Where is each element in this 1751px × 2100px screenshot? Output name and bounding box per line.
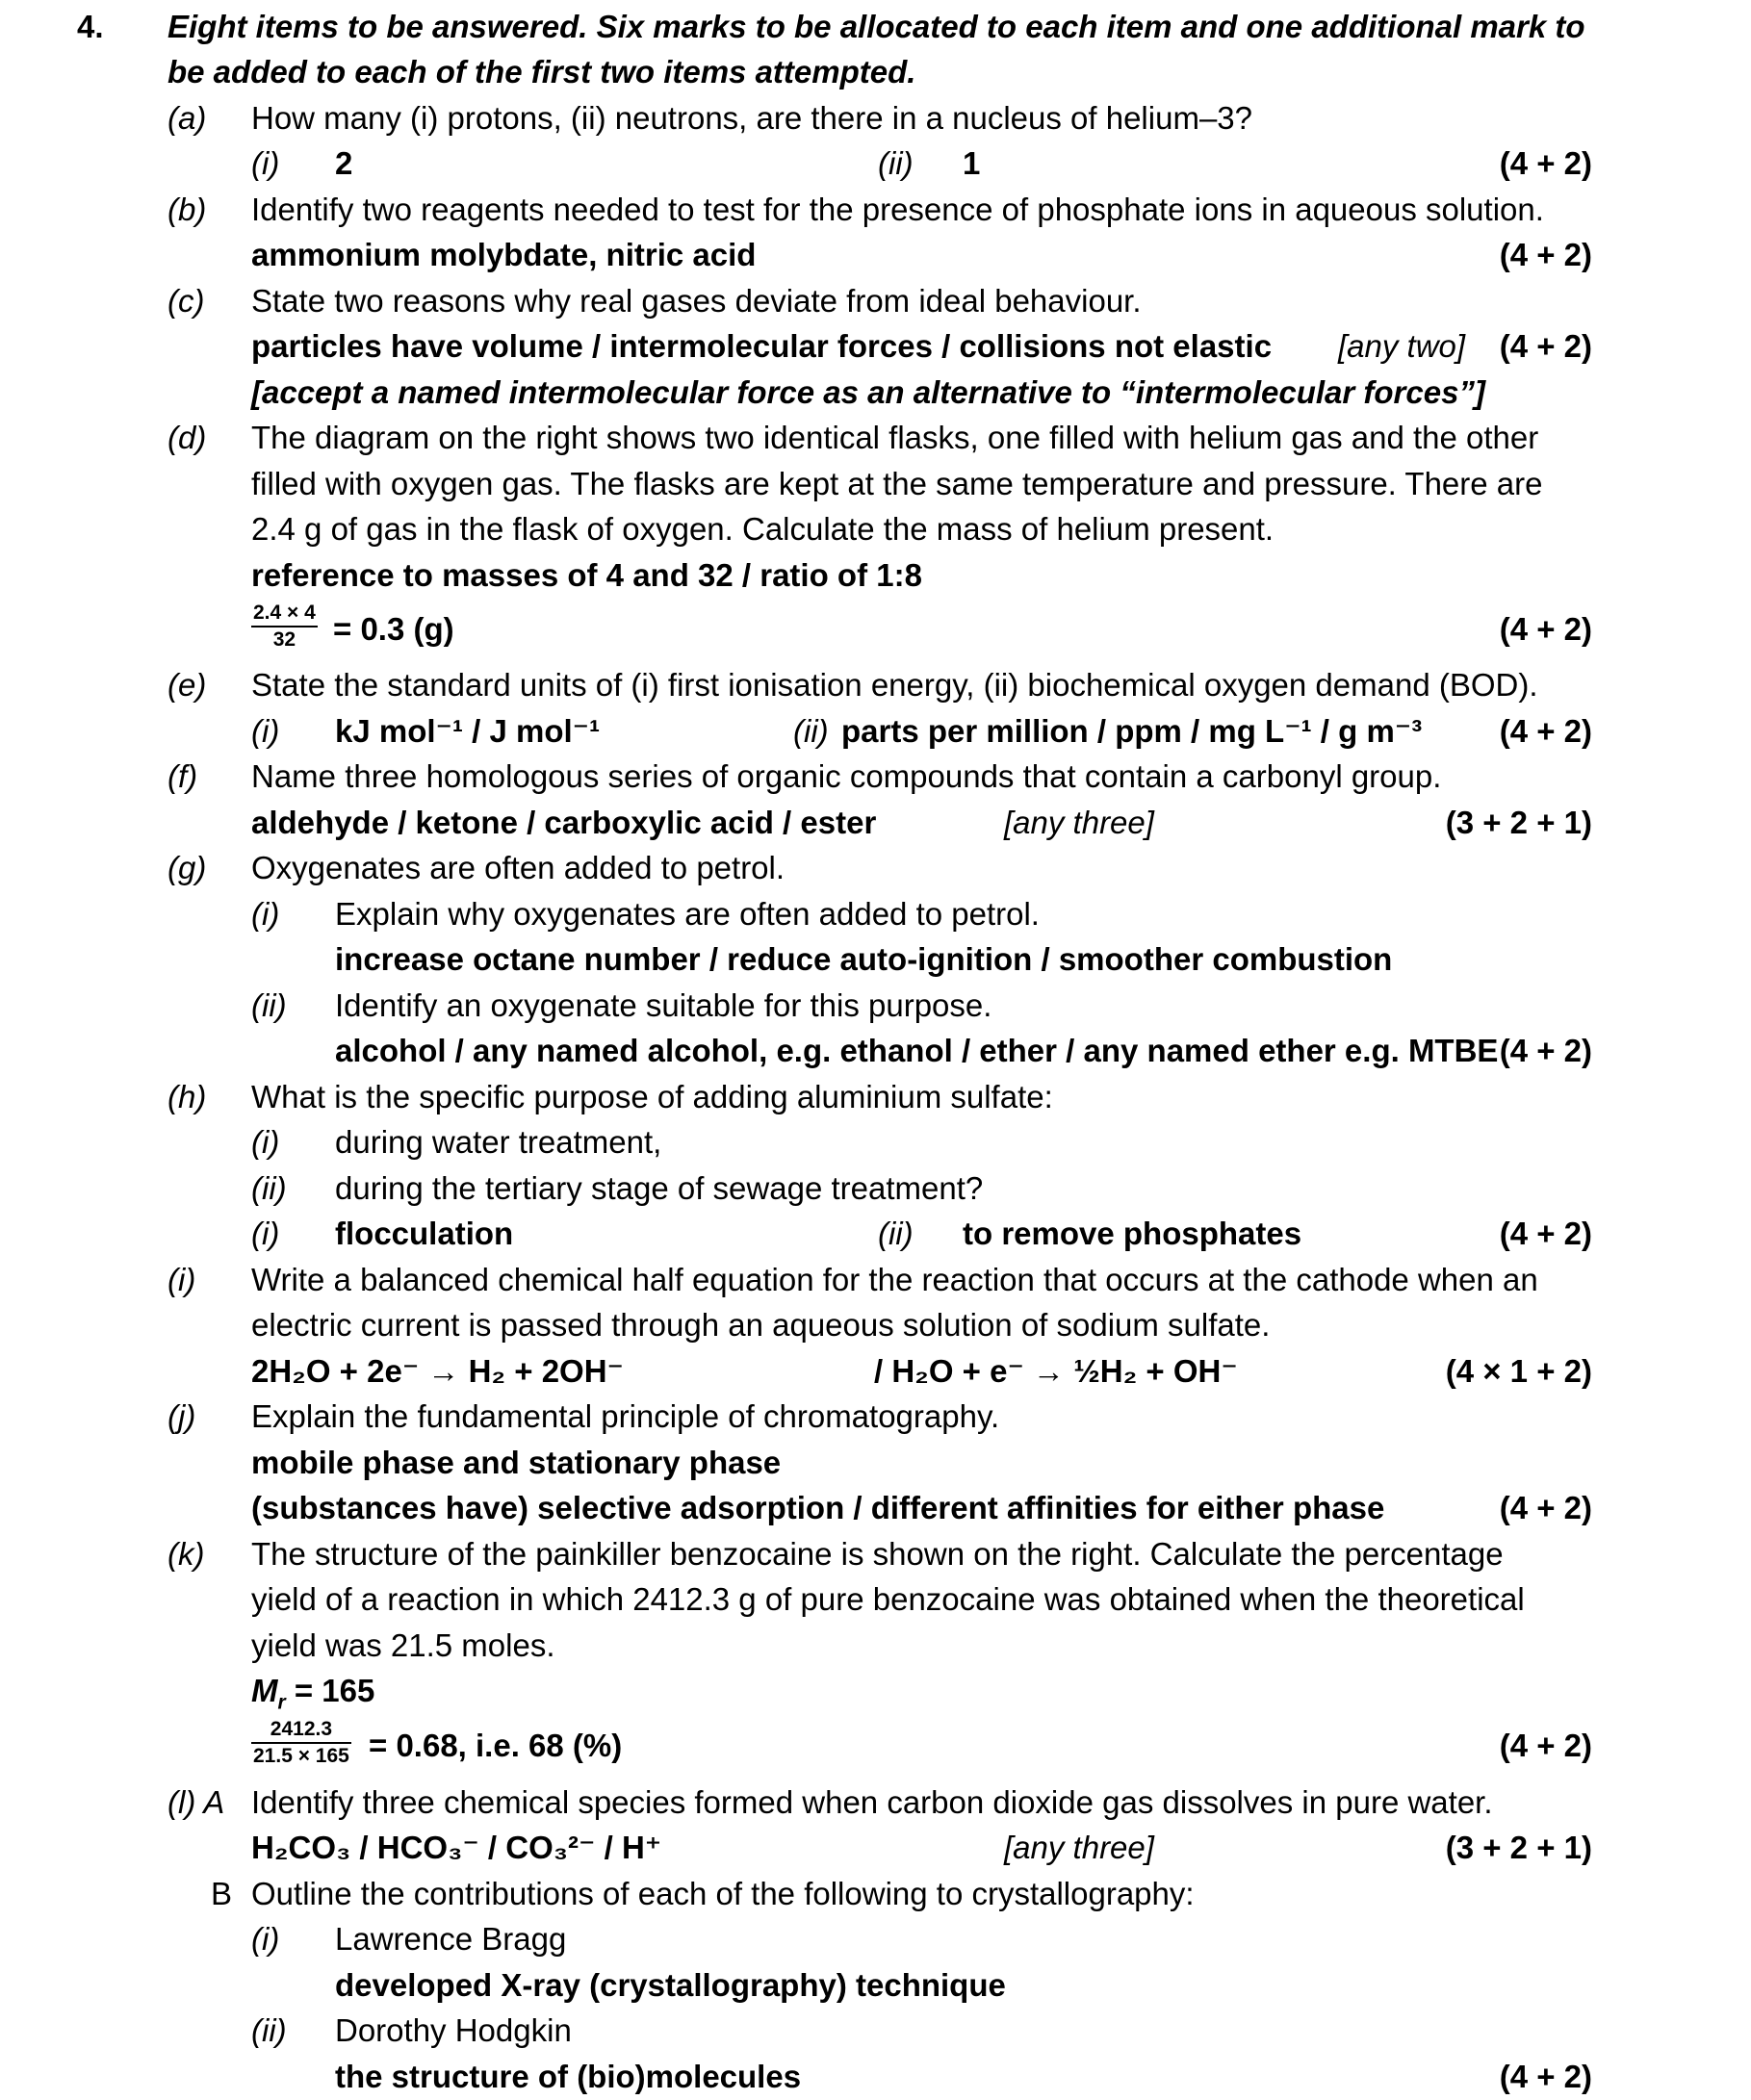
item-label: (h): [167, 1079, 207, 1114]
item-label: (c): [167, 283, 205, 319]
item-g-ii-answer: [0, 1028, 1751, 1074]
answer-text: the structure of (bio)molecules: [335, 2059, 802, 2094]
question-text: State the standard units of (i) first ionisation energy, (ii) biochemical oxygen demand (BOD).: [251, 667, 1538, 703]
sub-label: (ii): [878, 1216, 914, 1251]
answer-text: kJ mol⁻¹ / J mol⁻¹: [335, 713, 601, 749]
item-label: (l) A: [167, 1784, 225, 1820]
sub-label: (i): [251, 713, 280, 749]
item-label: B: [211, 1876, 233, 1911]
item-label: (d): [167, 420, 207, 455]
question-text: How many (i) protons, (ii) neutrons, are there in a nucleus of helium–3?: [251, 100, 1252, 136]
question-text: The structure of the painkiller benzocaine is shown on the right. Calculate the percentage: [251, 1536, 1504, 1572]
item-k-question-3: [0, 1623, 1751, 1669]
answer-text: particles have volume / intermolecular forces / collisions not elastic: [251, 328, 1273, 364]
item-h-question: [0, 1074, 1751, 1120]
item-a-question: [0, 95, 1751, 141]
question-text: yield was 21.5 moles.: [251, 1627, 555, 1663]
item-d-question-3: [0, 506, 1751, 552]
item-f-answer: [0, 800, 1751, 846]
question-text: during the tertiary stage of sewage treatment?: [335, 1170, 984, 1206]
sub-label: (ii): [251, 987, 287, 1023]
answer-text: (substances have) selective adsorption / different affinities for either phase: [251, 1490, 1385, 1525]
answer-text: 2: [335, 145, 353, 181]
answer-text: reference to masses of 4 and 32 / ratio of 1:8: [251, 557, 922, 593]
item-label: (a): [167, 100, 207, 136]
marks: (4 + 2): [1499, 1216, 1592, 1251]
fraction-numerator: 2.4 × 4: [251, 601, 318, 627]
item-k-question: [0, 1531, 1751, 1577]
sub-label: (ii): [251, 2012, 287, 2048]
question-text: Explain why oxygenates are often added to petrol.: [335, 896, 1040, 932]
scientist-name: Dorothy Hodgkin: [335, 2012, 572, 2048]
mr-value: = 165: [285, 1673, 375, 1708]
item-l-b-i-answer: [0, 1962, 1751, 2009]
scientist-name: Lawrence Bragg: [335, 1921, 567, 1957]
marks: (4 + 2): [1499, 2059, 1592, 2094]
item-l-b-ii-answer: [0, 2054, 1751, 2100]
item-c-answer: [0, 323, 1751, 370]
answer-text: increase octane number / reduce auto-ignition / smoother combustion: [335, 941, 1393, 977]
marks: (4 + 2): [1499, 611, 1592, 647]
answer-text: alcohol / any named alcohol, e.g. ethanol / ether / any named ether e.g. MTBE: [335, 1033, 1499, 1068]
item-d-question-2: [0, 461, 1751, 507]
item-j-answer-1: [0, 1440, 1751, 1486]
sub-label: (i): [251, 1124, 280, 1160]
marks: (4 + 2): [1499, 1033, 1592, 1068]
item-label: (b): [167, 192, 207, 227]
question-text: Write a balanced chemical half equation for the reaction that occurs at the cathode when an: [251, 1262, 1538, 1297]
item-label: (g): [167, 850, 207, 885]
item-label: (f): [167, 758, 198, 794]
question-text: during water treatment,: [335, 1124, 662, 1160]
item-g-question: [0, 845, 1751, 891]
marks: (4 + 2): [1499, 1728, 1592, 1763]
answer-text: developed X-ray (crystallography) technique: [335, 1967, 1006, 2003]
fraction-denominator: 21.5 × 165: [253, 1745, 349, 1767]
item-e-question: [0, 662, 1751, 708]
item-h-i-question: [0, 1119, 1751, 1165]
item-i-question-2: [0, 1302, 1751, 1348]
mr-symbol: M: [251, 1673, 278, 1708]
item-l-b-ii: [0, 2008, 1751, 2054]
answer-text: H₂CO₃ / HCO₃⁻ / CO₃²⁻ / H⁺: [251, 1830, 662, 1865]
question-text: Oxygenates are often added to petrol.: [251, 850, 785, 885]
mr-subscript: r: [277, 1691, 286, 1714]
answer-text: 1: [963, 145, 981, 181]
marks: (4 + 2): [1499, 145, 1592, 181]
instruction-text: Eight items to be answered. Six marks to be allocated to each item and one additional mark to: [167, 9, 1585, 44]
item-d-question: [0, 415, 1751, 461]
answer-text: aldehyde / ketone / carboxylic acid / ester: [251, 805, 877, 840]
marks: (4 + 2): [1499, 328, 1592, 364]
equation-alternative: / H₂O + e⁻ → ½H₂ + OH⁻: [874, 1353, 1238, 1389]
question-text: Identify three chemical species formed when carbon dioxide gas dissolves in pure water.: [251, 1784, 1493, 1820]
question-text: yield of a reaction in which 2412.3 g of pure benzocaine was obtained when the theoretical: [251, 1581, 1525, 1617]
sub-label: (i): [251, 145, 280, 181]
question-text: Identify an oxygenate suitable for this purpose.: [335, 987, 992, 1023]
answer-text: ammonium molybdate, nitric acid: [251, 237, 757, 272]
marks: (3 + 2 + 1): [1445, 805, 1592, 840]
item-b-answer: [0, 232, 1751, 278]
question-text: Outline the contributions of each of the following to crystallography:: [251, 1876, 1195, 1911]
question-header-line-2: [0, 49, 1751, 95]
question-text: electric current is passed through an aqueous solution of sodium sulfate.: [251, 1307, 1271, 1343]
marks: (4 + 2): [1499, 237, 1592, 272]
item-l-a-answer: [0, 1825, 1751, 1871]
item-f-question: [0, 754, 1751, 800]
item-g-i-answer: [0, 936, 1751, 983]
sub-label: (ii): [878, 145, 914, 181]
item-d-calculation: [0, 601, 1751, 668]
answer-text: parts per million / ppm / mg L⁻¹ / g m⁻³: [841, 713, 1423, 749]
question-header-line-1: [0, 4, 1751, 50]
item-g-ii-question: [0, 983, 1751, 1029]
item-c-question: [0, 278, 1751, 324]
question-text: Explain the fundamental principle of chromatography.: [251, 1398, 1000, 1434]
answer-text: flocculation: [335, 1216, 514, 1251]
fraction-numerator: 2412.3: [251, 1717, 351, 1744]
item-label: (j): [167, 1398, 196, 1434]
item-h-ii-question: [0, 1165, 1751, 1212]
marking-note: [any two]: [1338, 328, 1466, 364]
question-text: Identify two reagents needed to test for the presence of phosphate ions in aqueous solution.: [251, 192, 1544, 227]
answer-text: to remove phosphates: [963, 1216, 1302, 1251]
item-j-answer-2: [0, 1485, 1751, 1531]
item-h-answer: [0, 1211, 1751, 1257]
item-label: (e): [167, 667, 207, 703]
marking-note: [any three]: [1004, 1830, 1154, 1865]
question-text: 2.4 g of gas in the flask of oxygen. Calculate the mass of helium present.: [251, 511, 1275, 547]
sub-label: (i): [251, 1216, 280, 1251]
sub-label: (i): [251, 896, 280, 932]
fraction: [251, 601, 318, 653]
sub-label: (ii): [251, 1170, 287, 1206]
sub-label: (ii): [793, 713, 829, 749]
item-l-b-question: [0, 1871, 1751, 1917]
item-e-answer: [0, 708, 1751, 755]
question-text: The diagram on the right shows two identical flasks, one filled with helium gas and the other: [251, 420, 1539, 455]
question-text: State two reasons why real gases deviate from ideal behaviour.: [251, 283, 1142, 319]
question-text: Name three homologous series of organic compounds that contain a carbonyl group.: [251, 758, 1442, 794]
item-label: (k): [167, 1536, 205, 1572]
item-g-i-question: [0, 891, 1751, 937]
item-l-b-i: [0, 1916, 1751, 1962]
calculation-result: = 0.3 (g): [333, 611, 454, 647]
answer-text: mobile phase and stationary phase: [251, 1445, 782, 1480]
question-number: 4.: [77, 9, 104, 44]
item-j-question: [0, 1394, 1751, 1440]
item-b-question: [0, 187, 1751, 233]
instruction-text: be added to each of the first two items attempted.: [167, 54, 916, 90]
calculation-result: = 0.68, i.e. 68 (%): [369, 1728, 623, 1763]
marks: (4 × 1 + 2): [1445, 1353, 1592, 1389]
accept-note: [accept a named intermolecular force as an alternative to “intermolecular forces”]: [251, 374, 1485, 410]
item-k-calculation: [0, 1717, 1751, 1784]
marking-note: [any three]: [1004, 805, 1154, 840]
fraction: [251, 1717, 351, 1769]
fraction-denominator: 32: [272, 628, 296, 651]
item-k-molar-mass: [0, 1668, 1751, 1714]
item-l-a-question: [0, 1780, 1751, 1826]
item-k-question-2: [0, 1576, 1751, 1623]
marks: (3 + 2 + 1): [1445, 1830, 1592, 1865]
marks: (4 + 2): [1499, 713, 1592, 749]
item-d-answer: [0, 552, 1751, 599]
item-c-accept: [0, 370, 1751, 416]
item-i-answer: [0, 1348, 1751, 1395]
item-i-question: [0, 1257, 1751, 1303]
marks: (4 + 2): [1499, 1490, 1592, 1525]
question-text: What is the specific purpose of adding aluminium sulfate:: [251, 1079, 1053, 1114]
equation: 2H₂O + 2e⁻ → H₂ + 2OH⁻: [251, 1353, 624, 1389]
item-label: (i): [167, 1262, 196, 1297]
item-a-answer: [0, 141, 1751, 187]
question-text: filled with oxygen gas. The flasks are kept at the same temperature and pressure. There are: [251, 466, 1543, 501]
sub-label: (i): [251, 1921, 280, 1957]
